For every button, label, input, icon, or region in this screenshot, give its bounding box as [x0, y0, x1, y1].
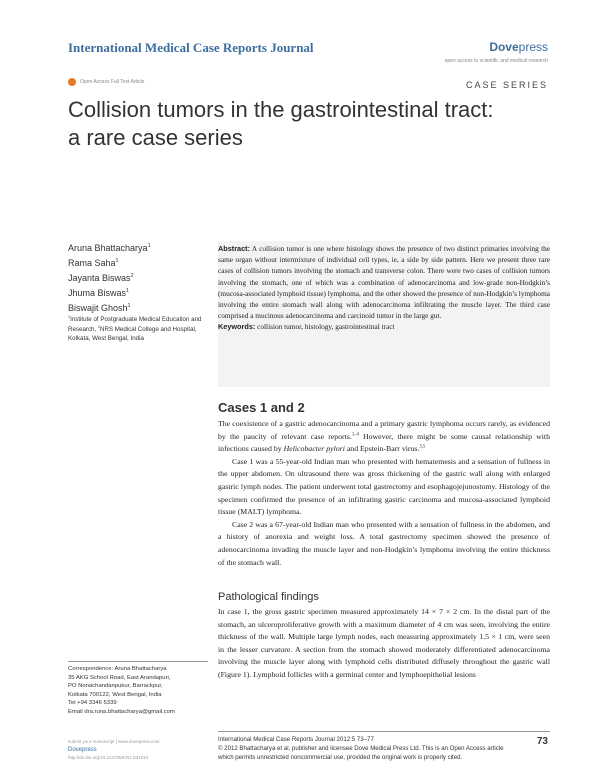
section-heading-pathology: Pathological findings: [218, 591, 319, 603]
author: Rama Saha$^1$: [68, 258, 119, 268]
author: Aruna Bhattacharya$^1$: [68, 243, 151, 253]
title-line-2: a rare case series: [68, 125, 243, 150]
footer-left: [68, 738, 208, 762]
open-access-text: Open Access Full Text Article: [80, 79, 145, 85]
paragraph: The coexistence of a gastric adenocarcinoma and a primary gastric lymphoma occurs rarely, as evidenced by the paucity of relevant case reports.$^{1-4}$ However, there might be some causal relationship with infections caused by Helicobacter pylori and Epstein-Barr virus.$^{3,5}$: [218, 419, 550, 454]
correspondence: Correspondence: Aruna Bhattacharya 35 AKG School Road, East Arandapuri, PO Nonachandanpukur, Barrackpur, Kolkata 700122, West Bengal, India Tel +94 3346 5339 Email dra.runa.bhattacharya@gmail.com: [68, 661, 208, 717]
paragraph: Case 1 was a 55-year-old Indian man who presented with hematemesis and a sensation of fullness in the upper abdomen. On ultrasound there was gross thickening of the gastric wall along with enlarged gastric lymph nodes. The patient underwent total gastrectomy and esophagojejunostomy. Histology of the specimen confirmed the presence of an infiltrating gastric carcinoma and mucosa-associated lymphoid tissue (MALT) lymphoma.: [218, 456, 550, 517]
cases-body: [218, 418, 550, 569]
open-access-label: [68, 78, 144, 86]
paragraph: Case 2 was a 67-year-old Indian man who presented with a sensation of fullness in the abdomen, and a history of anorexia and weight loss. A total gastrectomy specimen showed the presence of adenocarcinoma invading the muscle layer and non-Hodgkin’s lymphoma involving the entire thickness of the stomach wall.: [218, 519, 550, 567]
publisher-logo: [489, 40, 548, 54]
author: Jhuma Biswas$^1$: [68, 288, 130, 298]
author-list: [68, 241, 203, 316]
abstract-text: Abstract: A collision tumor is one where histology shows the presence of two distinct primaries involving the same organ without intermixture of individual cell types, ie, a side by side pattern. Here we present three rare cases of collision tumors involving the stomach and transverse colon. There were two cases of collision tumors involving the stomach, one of which was a combination of adenocarcinoma and low-grade non-Hodgkin’s (mucosa-associated lymphoid tissue) lymphoma, and the other showed the presence of non-Hodgkin’s lymphoma involving the entire stomach wall along with adenocarcinoma infiltrating the muscle layer. The third case comprised a mucinous adenocarcinoma and carcinoid tumor in the large gut.: [218, 244, 550, 321]
paragraph: In case 1, the gross gastric specimen measured approximately 14 × 7 × 2 cm. In the distal part of the stomach, an ulceroproliferative growth with a maximum diameter of 4 cm was seen, involving the entire thickness of the wall. Multiple large lymph nodes, each measuring approximately 1.5 × 1 cm, were seen in the lesser curvature. A section from the stomach showed moderately differentiated adenocarcinoma involving the muscle layer along with lymphoid cells distributed diffusely throughout the gastric wall (Figure 1). Lymphoid follicles with a germinal center and lymphoepithelial lesions: [218, 607, 550, 679]
keywords: Keywords: collision tumor, histology, gastrointestinal tract: [218, 322, 395, 332]
affiliations: $^1$Institute of Postgraduate Medical Education and Research, $^2$NRS Medical College and Hospital, Kolkata, West Bengal, India: [68, 314, 202, 342]
title-line-1: Collision tumors in the gastrointestinal tract:: [68, 97, 494, 122]
publisher-tagline: open access to scientific and medical research: [444, 58, 548, 64]
article-title: [68, 96, 538, 152]
author: Jayanta Biswas$^2$: [68, 273, 134, 283]
page-number: 73: [536, 736, 548, 747]
publisher-rest: press: [518, 40, 548, 54]
footer-dovepress: Dovepress: [68, 747, 97, 753]
section-heading-cases: Cases 1 and 2: [218, 400, 305, 415]
open-access-icon: [68, 78, 76, 86]
abstract-box: [218, 241, 550, 387]
author: Biswajit Ghosh$^1$: [68, 303, 131, 313]
journal-name: International Medical Case Reports Journal: [68, 40, 314, 55]
footer-citation: International Medical Case Reports Journal 2012:5 73–77 © 2012 Bhattacharya et al, publisher and licensee Dove Medical Press Ltd. This is an Open Access article which permits unrestricted noncommercial use, provided the original work is properly cited.: [218, 736, 504, 761]
section-label: CASE SERIES: [465, 80, 548, 90]
pathology-body: [218, 606, 550, 682]
doi-link[interactable]: http://dx.doi.org/10.2147/IMCRJ.S31010: [68, 755, 149, 760]
footer-divider: [218, 731, 550, 732]
submit-link[interactable]: submit your manuscript | www.dovepress.com: [68, 739, 160, 744]
publisher-bold: Dove: [489, 40, 519, 54]
